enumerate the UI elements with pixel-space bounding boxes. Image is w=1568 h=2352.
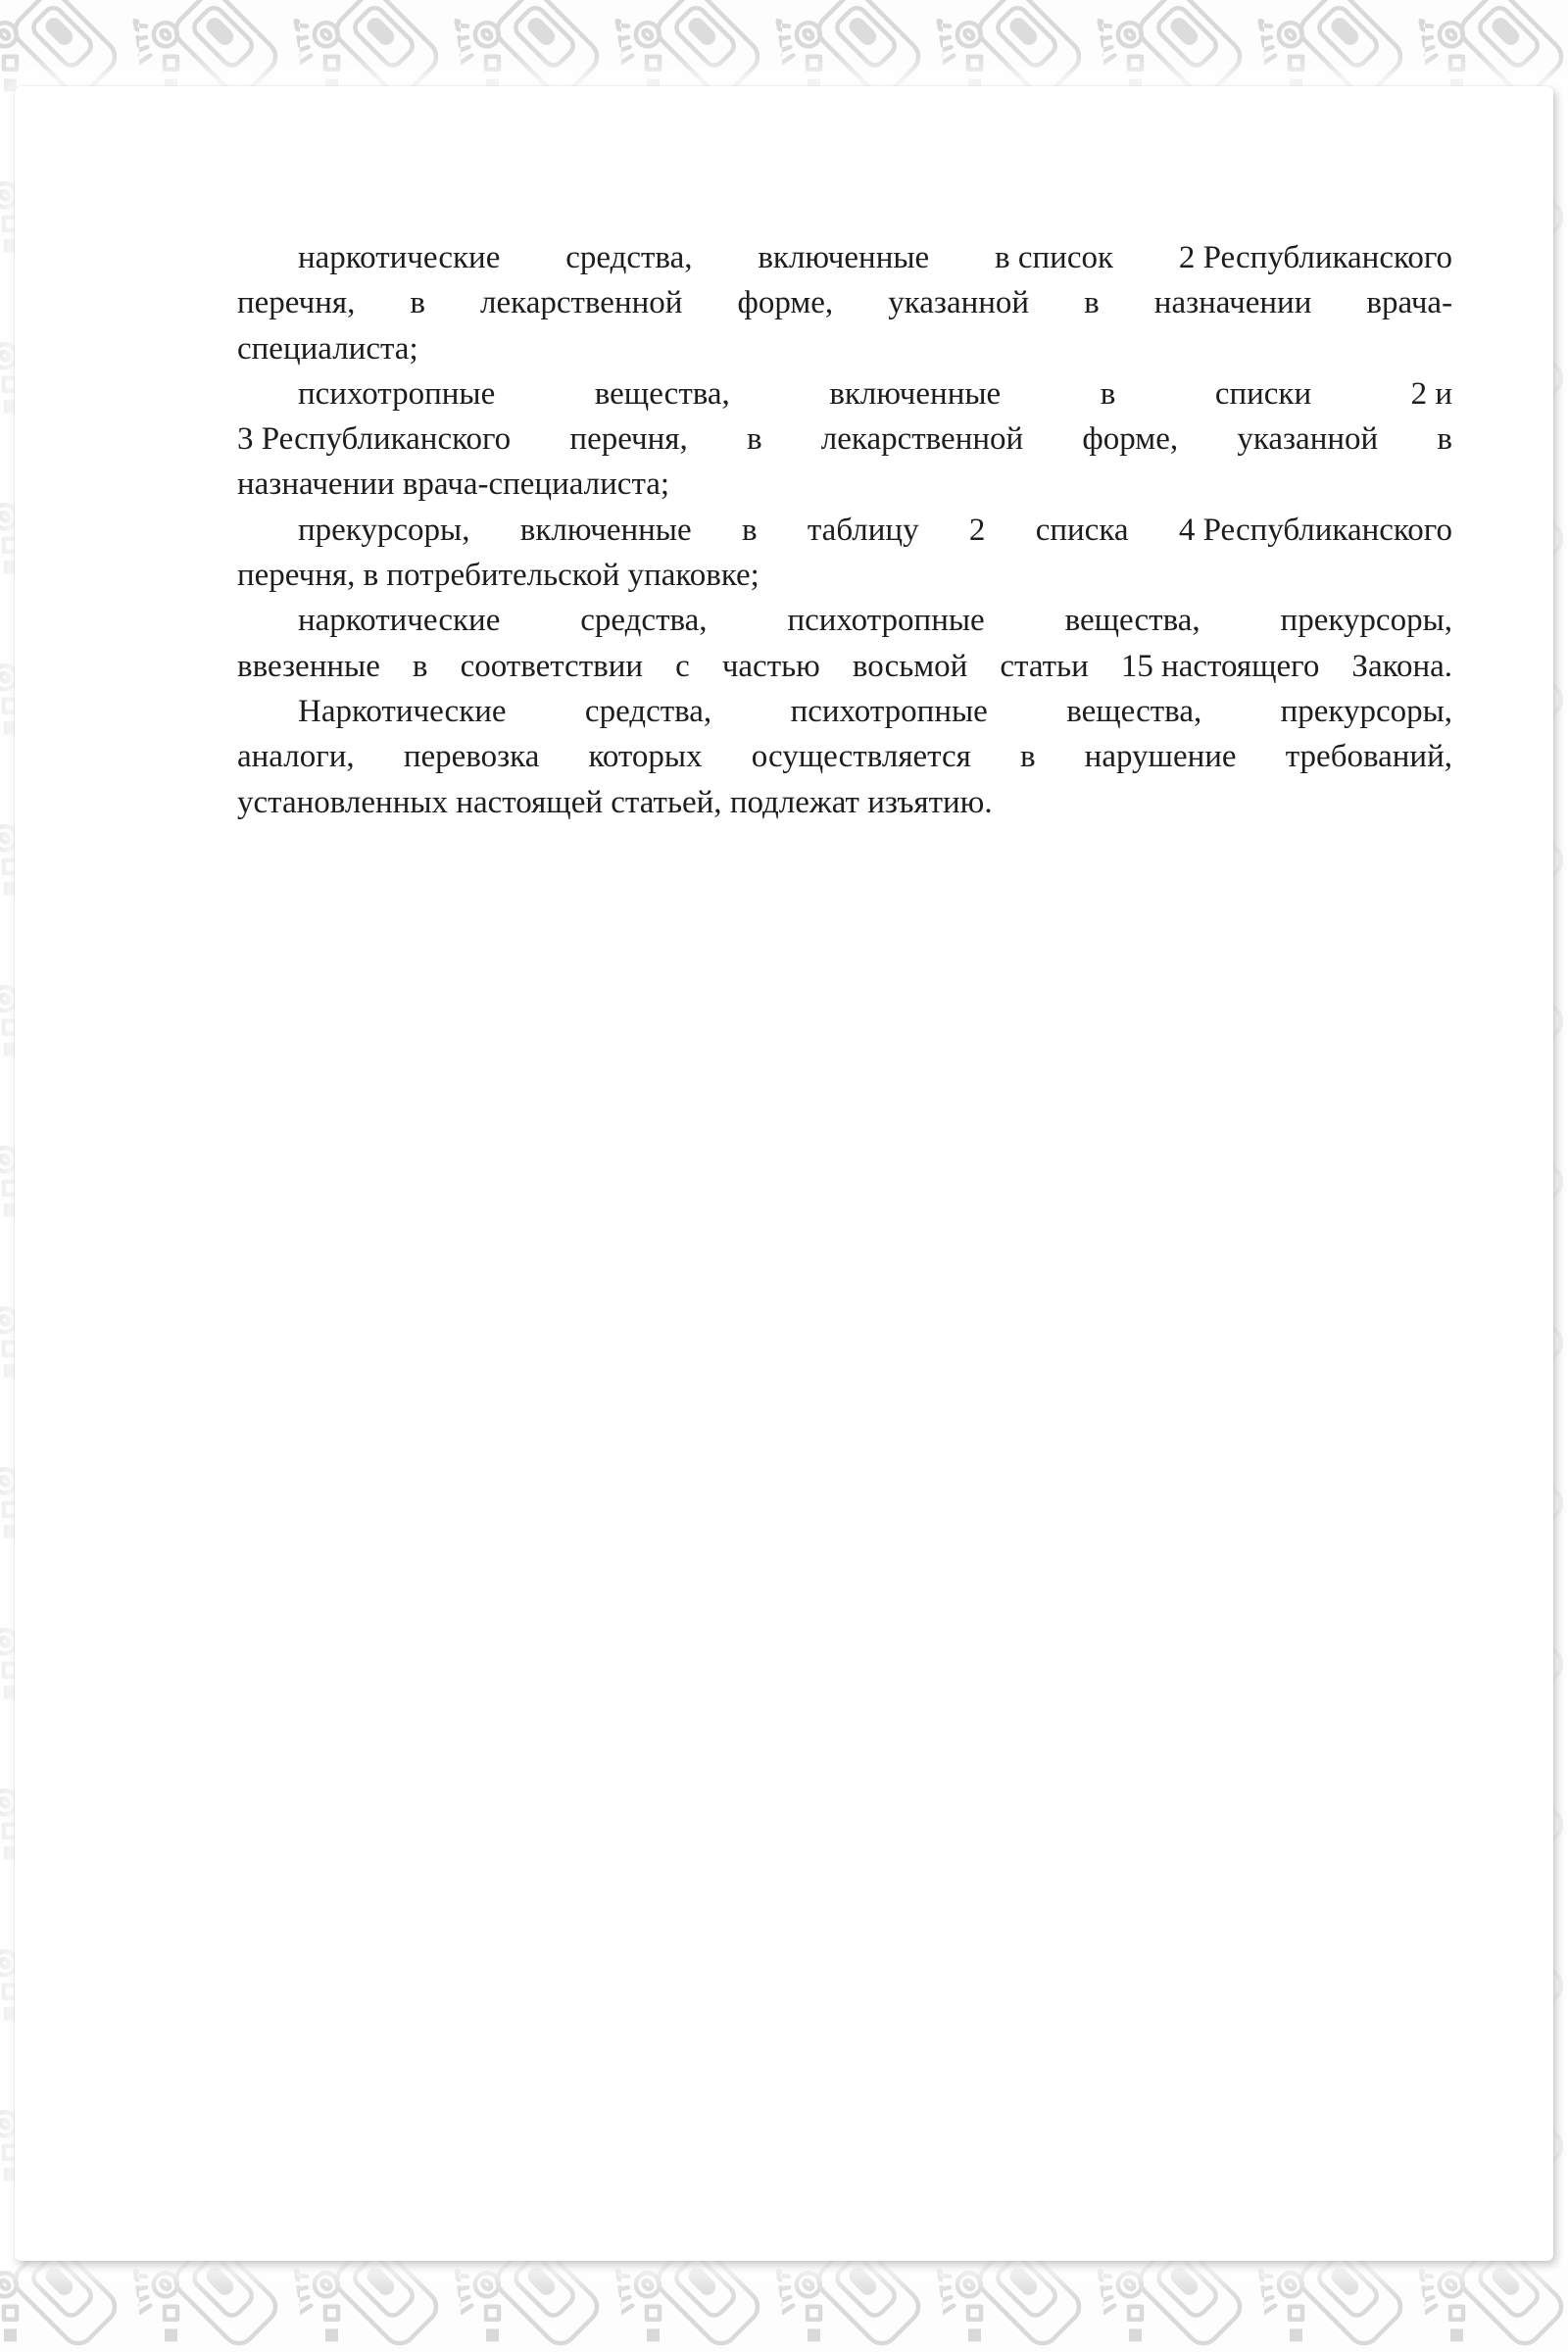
text-segment: в [1019,739,1036,775]
text-segment: Закона. [1351,648,1453,684]
text-segment: включенные [758,240,930,275]
text-segment: в список [995,240,1114,275]
paragraph [237,371,1452,508]
text-segment: упаковке; [627,558,760,594]
document-text [237,235,1452,825]
text-segment: прекурсоры, [1280,693,1453,729]
text-segment: средства, [584,693,712,729]
text-segment: осуществляется [751,739,971,775]
text-segment: с [675,648,690,684]
text-segment: назначении [1153,285,1312,321]
text-segment: прекурсоры, [298,512,470,548]
text-segment: которых [588,739,703,775]
text-segment: вещества, [594,375,730,412]
text-segment: назначении [237,466,395,503]
text-segment: статьи [1000,648,1089,684]
text-segment: включенные [829,375,1002,412]
document-page [15,86,1553,2261]
text-line [237,644,1452,689]
text-segment: нарушение [1084,739,1237,775]
text-segment: 15 настоящего [1120,648,1320,684]
text-segment: перечня, [237,285,356,321]
text-line [237,553,1452,598]
text-line [237,598,1452,643]
text-segment: врача-специалиста; [402,466,670,503]
text-segment: 2 [968,512,986,548]
text-segment: средства, [565,240,693,275]
text-line [237,371,1452,416]
text-segment: требований, [1285,739,1453,775]
text-segment: аналоги, [237,739,355,775]
text-segment: наркотические [298,603,501,639]
text-segment: в [746,421,762,458]
text-segment: настоящей [456,784,604,820]
text-segment: перевозка [403,739,540,775]
text-segment: лекарственной [820,421,1024,458]
text-segment: 4 Республиканского [1178,512,1452,548]
text-line [237,235,1452,280]
text-line [237,416,1452,462]
text-segment: 2 и [1410,375,1453,412]
text-segment: психотропные [787,603,985,639]
text-segment: статьей, [611,784,722,820]
text-segment: в [741,512,758,548]
text-segment: лекарственной [480,285,683,321]
text-segment: в [1437,421,1452,458]
text-segment: ввезенные [237,648,380,684]
text-segment: потребительской [386,558,620,594]
text-segment: врача- [1366,285,1453,321]
text-segment: в [1084,285,1100,321]
text-segment: таблицу [807,512,919,548]
text-segment: в [410,285,425,321]
text-line [237,280,1452,325]
text-line [237,734,1452,779]
text-segment: в [363,558,379,594]
text-line [237,689,1452,734]
text-segment: в [412,648,428,684]
text-segment: прекурсоры, [1280,603,1452,639]
text-line [237,508,1452,553]
text-segment: указанной [888,285,1030,321]
text-segment: подлежат [729,784,859,820]
text-segment: средства, [580,603,708,639]
text-segment: указанной [1237,421,1379,458]
paragraph [237,235,1452,371]
text-segment: форме, [737,285,834,321]
text-segment: восьмой [852,648,968,684]
text-segment: включенные [519,512,692,548]
text-segment: в [1100,375,1116,412]
text-segment: психотропные [298,375,496,412]
text-segment: списки [1214,375,1312,412]
paragraph [237,598,1452,689]
text-segment: наркотические [298,240,501,275]
text-line [237,780,1452,825]
paragraph [237,689,1452,825]
text-segment: изъятию. [867,784,993,820]
text-segment: списка [1035,512,1129,548]
text-segment: специалиста; [237,330,418,367]
text-segment: перечня, [237,558,356,594]
text-segment: форме, [1082,421,1179,458]
text-segment: соответствии [460,648,644,684]
text-segment: вещества, [1064,603,1200,639]
text-segment: Наркотические [298,693,507,729]
text-segment: установленных [237,784,449,820]
text-segment: вещества, [1066,693,1202,729]
text-segment: психотропные [790,693,988,729]
text-segment: 2 Республиканского [1178,240,1453,275]
text-segment: 3 Республиканского [237,421,512,458]
text-segment: частью [721,648,820,684]
paragraph [237,508,1452,599]
text-segment: перечня, [569,421,688,458]
text-line [237,326,1452,371]
text-line [237,462,1452,507]
